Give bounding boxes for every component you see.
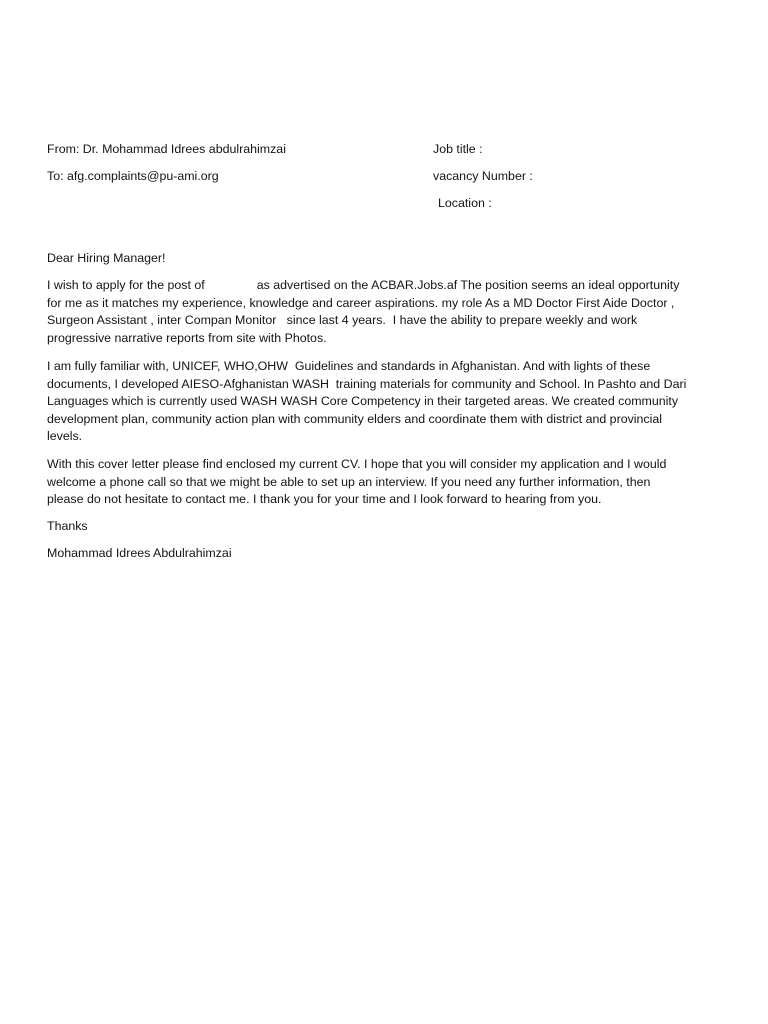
paragraph-2 <box>47 358 719 446</box>
post-intro-text: I wish to apply for the post of <box>47 278 205 292</box>
paragraph-1-line-1 <box>47 277 719 295</box>
salutation: Dear Hiring Manager! <box>47 251 166 265</box>
paragraph-2-line-4: development plan, community action plan with community elders and coordinate them with district and provincial <box>47 411 663 426</box>
paragraph-2-line-2: documents, I developed AIESO-Afghanistan WASH training materials for community and School. In Pashto and Dari <box>47 376 687 391</box>
vacancy-number-label: vacancy Number : <box>433 169 533 183</box>
location-label: Location : <box>438 196 492 210</box>
post-advert-text: as advertised on the ACBAR.Jobs.af The position seems an ideal opportunity <box>256 278 680 292</box>
paragraph-1 <box>47 277 719 347</box>
paragraph-3-line-3: please do not hesitate to contact me. I thank you for your time and I look forward to hearing from you. <box>47 492 602 507</box>
paragraph-1-line-2: for me as it matches my experience, knowledge and career aspirations. my role As a MD Doctor First Aide Doctor , <box>47 295 675 310</box>
paragraph-3 <box>47 456 719 509</box>
paragraph-3-line-1: With this cover letter please find enclosed my current CV. I hope that you will consider my application and I would <box>47 457 667 471</box>
to-line: To: afg.complaints@pu-ami.org <box>47 169 219 183</box>
paragraph-2-line-5: levels. <box>47 429 83 444</box>
from-line: From: Dr. Mohammad Idrees abdulrahimzai <box>47 142 286 156</box>
paragraph-2-line-3: Languages which is currently used WASH WASH Core Competency in their targeted areas. We created community <box>47 394 679 409</box>
closing: Thanks <box>47 519 88 533</box>
paragraph-1-line-3: Surgeon Assistant , inter Compan Monitor since last 4 years. I have the ability to prepare weekly and work <box>47 313 638 328</box>
paragraph-2-line-1: I am fully familiar with, UNICEF, WHO,OHW Guidelines and standards in Afghanistan. And with lights of these <box>47 359 651 373</box>
paragraph-1-line-4: progressive narrative reports from site with Photos. <box>47 330 327 345</box>
job-title-label: Job title : <box>433 142 483 156</box>
paragraph-3-line-2: welcome a phone call so that we might be able to set up an interview. If you need any further information, then <box>47 474 651 489</box>
signature: Mohammad Idrees Abdulrahimzai <box>47 546 232 560</box>
